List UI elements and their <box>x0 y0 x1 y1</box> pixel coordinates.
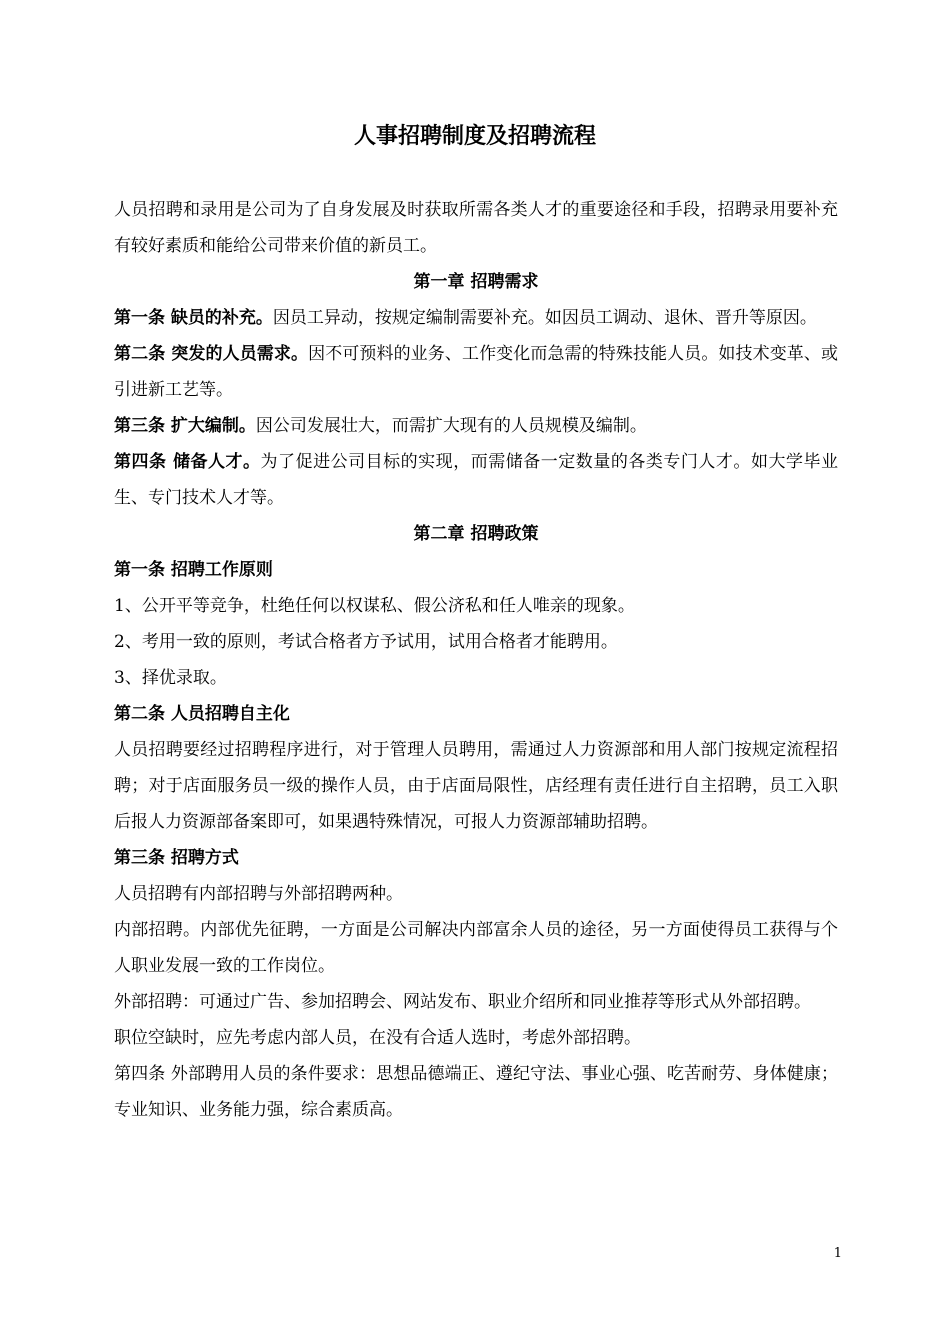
recruitment-method-para-1: 人员招聘有内部招聘与外部招聘两种。 <box>114 884 403 904</box>
chapter-1-article-3 <box>114 408 838 444</box>
principle-item-3: 3、择优录取。 <box>114 668 227 688</box>
chapter-1-article-1 <box>114 300 838 336</box>
principle-item-1: 1、公开平等竞争，杜绝任何以权谋私、假公济私和任人唯亲的现象。 <box>114 596 635 616</box>
intro-paragraph: 人员招聘和录用是公司为了自身发展及时获取所需各类人才的重要途径和手段，招聘录用要补充有较好素质和能给公司带来价值的新员工。 <box>114 200 838 256</box>
chapter-2-article-3-heading: 第三条 招聘方式 <box>114 848 239 868</box>
article-text: 为了促进公司目标的实现，而需储备一定数量的各类专门人才。如大学毕业生、专门技术人才等。 <box>114 452 838 508</box>
recruitment-method-para-2: 内部招聘。内部优先征聘，一方面是公司解决内部富余人员的途径，另一方面使得员工获得与个人职业发展一致的工作岗位。 <box>114 920 838 976</box>
article-label: 第三条 扩大编制。 <box>114 416 256 436</box>
chapter-2-article-2-heading: 第二条 人员招聘自主化 <box>114 704 290 724</box>
chapter-2-article-2-text: 人员招聘要经过招聘程序进行，对于管理人员聘用，需通过人力资源部和用人部门按规定流程招聘；对于店面服务员一级的操作人员，由于店面局限性，店经理有责任进行自主招聘，员工入职后报人力资源部备案即可，如果遇特殊情况，可报人力资源部辅助招聘。 <box>114 740 838 832</box>
article-text: 因不可预料的业务、工作变化而急需的特殊技能人员。如技术变革、或引进新工艺等。 <box>114 344 839 400</box>
chapter-1-heading: 第一章 招聘需求 <box>413 272 539 292</box>
article-label: 第二条 突发的人员需求。 <box>114 344 309 364</box>
document-body <box>114 192 838 1128</box>
article-text: 因公司发展壮大，而需扩大现有的人员规模及编制。 <box>255 416 647 436</box>
page-number: 1 <box>833 1246 842 1261</box>
chapter-1-article-2 <box>114 336 838 408</box>
chapter-2-heading: 第二章 招聘政策 <box>413 524 539 544</box>
document-title: 人事招聘制度及招聘流程 <box>353 123 596 149</box>
recruitment-method-para-4: 职位空缺时，应先考虑内部人员，在没有合适人选时，考虑外部招聘。 <box>114 1028 641 1048</box>
article-label: 第一条 缺员的补充。 <box>114 308 273 328</box>
recruitment-method-para-3: 外部招聘：可通过广告、参加招聘会、网站发布、职业介绍所和同业推荐等形式从外部招聘。 <box>114 992 811 1012</box>
principle-item-2: 2、考用一致的原则，考试合格者方予试用，试用合格者才能聘用。 <box>114 632 618 652</box>
article-label: 第四条 储备人才。 <box>114 452 261 472</box>
chapter-2-article-4-text: 第四条 外部聘用人员的条件要求：思想品德端正、遵纪守法、事业心强、吃苦耐劳、身体健康；专业知识、业务能力强，综合素质高。 <box>114 1064 838 1120</box>
chapter-1-article-4 <box>114 444 838 516</box>
chapter-2-article-1-heading: 第一条 招聘工作原则 <box>114 560 273 580</box>
article-text: 因员工异动，按规定编制需要补充。如因员工调动、退休、晋升等原因。 <box>272 308 817 328</box>
